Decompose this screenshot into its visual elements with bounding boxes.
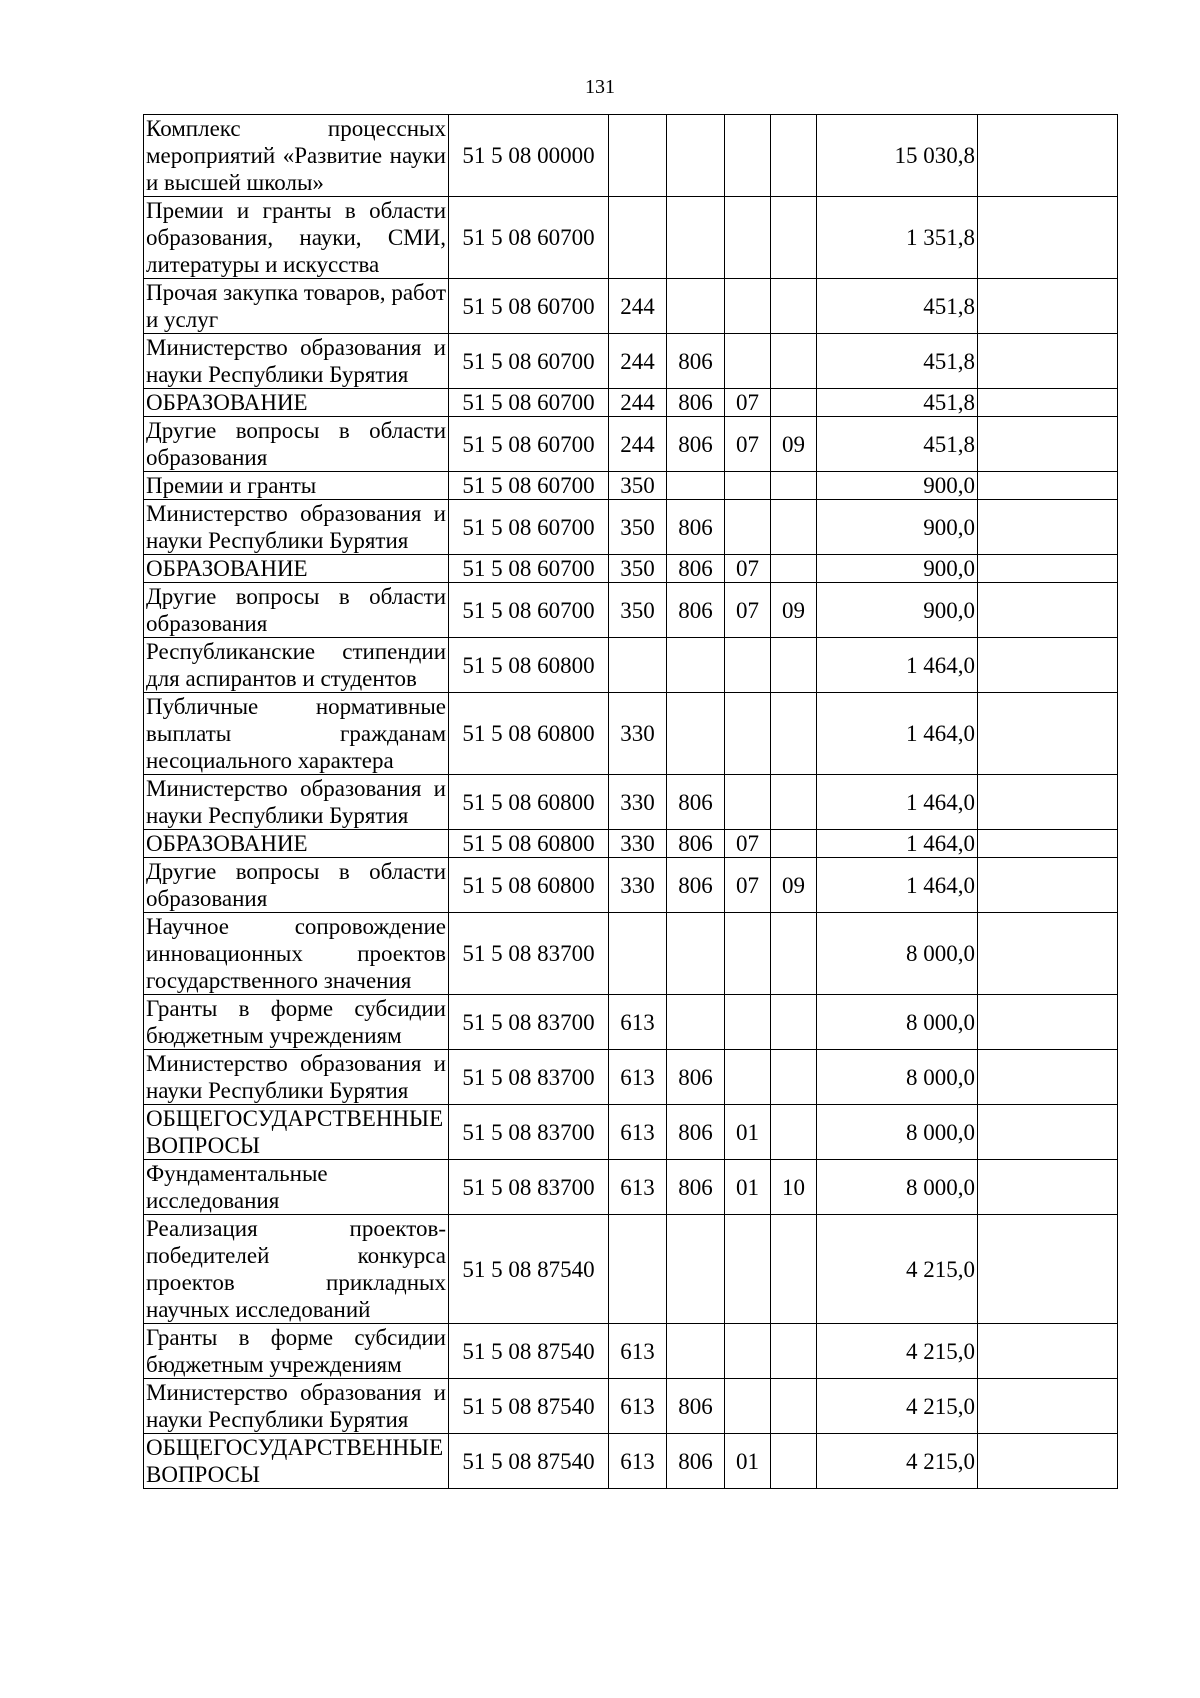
row-name-cell: Министерство образования и науки Республики Бурятия <box>144 775 449 830</box>
subsection-code-cell <box>771 500 817 555</box>
section-code-cell <box>725 638 771 693</box>
expense-type-cell: 244 <box>609 417 667 472</box>
extra-column-cell <box>978 858 1118 913</box>
table-row <box>144 334 1118 389</box>
extra-column-cell <box>978 830 1118 858</box>
ministry-code-cell: 806 <box>667 1160 725 1215</box>
extra-column-cell <box>978 693 1118 775</box>
table-row <box>144 913 1118 995</box>
section-code-cell <box>725 334 771 389</box>
row-name-cell: Другие вопросы в области образования <box>144 858 449 913</box>
budget-table <box>143 114 1118 1489</box>
amount-cell: 900,0 <box>817 500 978 555</box>
target-article-code-cell: 51 5 08 60700 <box>449 417 609 472</box>
ministry-code-cell <box>667 472 725 500</box>
section-code-cell: 07 <box>725 858 771 913</box>
row-name-cell: Министерство образования и науки Республики Бурятия <box>144 500 449 555</box>
table-row <box>144 1324 1118 1379</box>
table-row <box>144 858 1118 913</box>
ministry-code-cell: 806 <box>667 1434 725 1489</box>
table-row <box>144 830 1118 858</box>
subsection-code-cell <box>771 472 817 500</box>
ministry-code-cell: 806 <box>667 500 725 555</box>
table-row <box>144 1379 1118 1434</box>
section-code-cell <box>725 1215 771 1324</box>
row-name-cell: Гранты в форме субсидии бюджетным учреждениям <box>144 1324 449 1379</box>
target-article-code-cell: 51 5 08 60800 <box>449 638 609 693</box>
subsection-code-cell <box>771 830 817 858</box>
table-row <box>144 995 1118 1050</box>
row-name-cell: ОБЩЕГОСУДАРСТВЕННЫЕ ВОПРОСЫ <box>144 1434 449 1489</box>
amount-cell: 900,0 <box>817 472 978 500</box>
amount-cell: 8 000,0 <box>817 1105 978 1160</box>
target-article-code-cell: 51 5 08 87540 <box>449 1434 609 1489</box>
subsection-code-cell <box>771 334 817 389</box>
amount-cell: 900,0 <box>817 555 978 583</box>
target-article-code-cell: 51 5 08 60700 <box>449 472 609 500</box>
target-article-code-cell: 51 5 08 60700 <box>449 389 609 417</box>
ministry-code-cell: 806 <box>667 334 725 389</box>
expense-type-cell: 613 <box>609 1434 667 1489</box>
subsection-code-cell <box>771 775 817 830</box>
amount-cell: 4 215,0 <box>817 1434 978 1489</box>
target-article-code-cell: 51 5 08 87540 <box>449 1215 609 1324</box>
section-code-cell <box>725 1324 771 1379</box>
expense-type-cell <box>609 197 667 279</box>
table-row <box>144 583 1118 638</box>
section-code-cell <box>725 775 771 830</box>
row-name-cell: Премии и гранты <box>144 472 449 500</box>
row-name-cell: Публичные нормативные выплаты гражданам несоциального характера <box>144 693 449 775</box>
section-code-cell: 07 <box>725 555 771 583</box>
table-row <box>144 115 1118 197</box>
table-row <box>144 1160 1118 1215</box>
expense-type-cell: 613 <box>609 1160 667 1215</box>
section-code-cell: 01 <box>725 1160 771 1215</box>
amount-cell: 8 000,0 <box>817 913 978 995</box>
row-name-cell: Премии и гранты в области образования, науки, СМИ, литературы и искусства <box>144 197 449 279</box>
section-code-cell <box>725 1050 771 1105</box>
subsection-code-cell: 10 <box>771 1160 817 1215</box>
subsection-code-cell <box>771 389 817 417</box>
ministry-code-cell <box>667 1215 725 1324</box>
extra-column-cell <box>978 472 1118 500</box>
row-name-cell: Реализация проектов-победителей конкурса проектов прикладных научных исследований <box>144 1215 449 1324</box>
extra-column-cell <box>978 995 1118 1050</box>
extra-column-cell <box>978 583 1118 638</box>
amount-cell: 1 351,8 <box>817 197 978 279</box>
expense-type-cell: 330 <box>609 858 667 913</box>
target-article-code-cell: 51 5 08 60800 <box>449 693 609 775</box>
section-code-cell: 07 <box>725 830 771 858</box>
subsection-code-cell <box>771 279 817 334</box>
amount-cell: 451,8 <box>817 334 978 389</box>
row-name-cell: Министерство образования и науки Республики Бурятия <box>144 1050 449 1105</box>
row-name-cell: Республиканские стипендии для аспирантов и студентов <box>144 638 449 693</box>
expense-type-cell: 350 <box>609 500 667 555</box>
section-code-cell <box>725 115 771 197</box>
section-code-cell: 07 <box>725 417 771 472</box>
target-article-code-cell: 51 5 08 87540 <box>449 1324 609 1379</box>
subsection-code-cell <box>771 693 817 775</box>
target-article-code-cell: 51 5 08 60700 <box>449 555 609 583</box>
amount-cell: 1 464,0 <box>817 775 978 830</box>
table-row <box>144 1434 1118 1489</box>
extra-column-cell <box>978 1105 1118 1160</box>
ministry-code-cell <box>667 638 725 693</box>
ministry-code-cell <box>667 995 725 1050</box>
table-row <box>144 197 1118 279</box>
table-row <box>144 555 1118 583</box>
ministry-code-cell: 806 <box>667 1379 725 1434</box>
target-article-code-cell: 51 5 08 83700 <box>449 913 609 995</box>
row-name-cell: ОБЩЕГОСУДАРСТВЕННЫЕ ВОПРОСЫ <box>144 1105 449 1160</box>
expense-type-cell: 613 <box>609 1050 667 1105</box>
amount-cell: 4 215,0 <box>817 1215 978 1324</box>
table-row <box>144 417 1118 472</box>
row-name-cell: Научное сопровождение инновационных проектов государственного значения <box>144 913 449 995</box>
amount-cell: 8 000,0 <box>817 995 978 1050</box>
section-code-cell: 07 <box>725 389 771 417</box>
target-article-code-cell: 51 5 08 83700 <box>449 1050 609 1105</box>
section-code-cell <box>725 913 771 995</box>
row-name-cell: Фундаментальные исследования <box>144 1160 449 1215</box>
extra-column-cell <box>978 1160 1118 1215</box>
ministry-code-cell <box>667 115 725 197</box>
expense-type-cell: 330 <box>609 830 667 858</box>
expense-type-cell: 330 <box>609 775 667 830</box>
section-code-cell <box>725 1379 771 1434</box>
target-article-code-cell: 51 5 08 60800 <box>449 858 609 913</box>
ministry-code-cell: 806 <box>667 830 725 858</box>
subsection-code-cell: 09 <box>771 858 817 913</box>
subsection-code-cell <box>771 1050 817 1105</box>
table-row <box>144 1050 1118 1105</box>
row-name-cell: Министерство образования и науки Республики Бурятия <box>144 334 449 389</box>
expense-type-cell: 244 <box>609 334 667 389</box>
subsection-code-cell <box>771 913 817 995</box>
expense-type-cell: 350 <box>609 472 667 500</box>
target-article-code-cell: 51 5 08 60700 <box>449 197 609 279</box>
section-code-cell: 01 <box>725 1434 771 1489</box>
target-article-code-cell: 51 5 08 60700 <box>449 583 609 638</box>
ministry-code-cell <box>667 693 725 775</box>
expense-type-cell: 330 <box>609 693 667 775</box>
extra-column-cell <box>978 417 1118 472</box>
budget-table-body <box>144 115 1118 1489</box>
amount-cell: 1 464,0 <box>817 638 978 693</box>
section-code-cell: 01 <box>725 1105 771 1160</box>
table-row <box>144 472 1118 500</box>
amount-cell: 4 215,0 <box>817 1379 978 1434</box>
expense-type-cell <box>609 1215 667 1324</box>
extra-column-cell <box>978 1215 1118 1324</box>
extra-column-cell <box>978 1324 1118 1379</box>
extra-column-cell <box>978 279 1118 334</box>
expense-type-cell <box>609 115 667 197</box>
amount-cell: 451,8 <box>817 389 978 417</box>
row-name-cell: Министерство образования и науки Республики Бурятия <box>144 1379 449 1434</box>
extra-column-cell <box>978 115 1118 197</box>
target-article-code-cell: 51 5 08 60800 <box>449 775 609 830</box>
extra-column-cell <box>978 775 1118 830</box>
expense-type-cell: 350 <box>609 555 667 583</box>
extra-column-cell <box>978 555 1118 583</box>
ministry-code-cell: 806 <box>667 775 725 830</box>
subsection-code-cell <box>771 555 817 583</box>
target-article-code-cell: 51 5 08 87540 <box>449 1379 609 1434</box>
subsection-code-cell <box>771 1324 817 1379</box>
table-row <box>144 693 1118 775</box>
extra-column-cell <box>978 197 1118 279</box>
amount-cell: 1 464,0 <box>817 858 978 913</box>
subsection-code-cell: 09 <box>771 583 817 638</box>
amount-cell: 900,0 <box>817 583 978 638</box>
target-article-code-cell: 51 5 08 60700 <box>449 334 609 389</box>
ministry-code-cell <box>667 197 725 279</box>
row-name-cell: ОБРАЗОВАНИЕ <box>144 389 449 417</box>
subsection-code-cell <box>771 115 817 197</box>
row-name-cell: ОБРАЗОВАНИЕ <box>144 830 449 858</box>
amount-cell: 451,8 <box>817 417 978 472</box>
table-row <box>144 500 1118 555</box>
subsection-code-cell <box>771 1215 817 1324</box>
amount-cell: 15 030,8 <box>817 115 978 197</box>
ministry-code-cell <box>667 913 725 995</box>
section-code-cell <box>725 995 771 1050</box>
expense-type-cell: 244 <box>609 389 667 417</box>
ministry-code-cell <box>667 1324 725 1379</box>
ministry-code-cell: 806 <box>667 417 725 472</box>
subsection-code-cell <box>771 995 817 1050</box>
target-article-code-cell: 51 5 08 60700 <box>449 500 609 555</box>
target-article-code-cell: 51 5 08 83700 <box>449 995 609 1050</box>
section-code-cell <box>725 500 771 555</box>
target-article-code-cell: 51 5 08 60700 <box>449 279 609 334</box>
table-row <box>144 389 1118 417</box>
amount-cell: 4 215,0 <box>817 1324 978 1379</box>
extra-column-cell <box>978 389 1118 417</box>
amount-cell: 451,8 <box>817 279 978 334</box>
amount-cell: 8 000,0 <box>817 1160 978 1215</box>
amount-cell: 8 000,0 <box>817 1050 978 1105</box>
ministry-code-cell: 806 <box>667 555 725 583</box>
extra-column-cell <box>978 500 1118 555</box>
section-code-cell <box>725 693 771 775</box>
extra-column-cell <box>978 1379 1118 1434</box>
row-name-cell: ОБРАЗОВАНИЕ <box>144 555 449 583</box>
table-row <box>144 279 1118 334</box>
section-code-cell <box>725 197 771 279</box>
section-code-cell <box>725 472 771 500</box>
row-name-cell: Комплекс процессных мероприятий «Развитие науки и высшей школы» <box>144 115 449 197</box>
page-number: 131 <box>585 76 615 98</box>
extra-column-cell <box>978 334 1118 389</box>
expense-type-cell <box>609 638 667 693</box>
expense-type-cell: 613 <box>609 1324 667 1379</box>
expense-type-cell: 350 <box>609 583 667 638</box>
table-row <box>144 1215 1118 1324</box>
ministry-code-cell: 806 <box>667 389 725 417</box>
extra-column-cell <box>978 1434 1118 1489</box>
table-row <box>144 1105 1118 1160</box>
extra-column-cell <box>978 913 1118 995</box>
row-name-cell: Прочая закупка товаров, работ и услуг <box>144 279 449 334</box>
row-name-cell: Другие вопросы в области образования <box>144 583 449 638</box>
target-article-code-cell: 51 5 08 60800 <box>449 830 609 858</box>
amount-cell: 1 464,0 <box>817 693 978 775</box>
expense-type-cell: 613 <box>609 1379 667 1434</box>
subsection-code-cell: 09 <box>771 417 817 472</box>
section-code-cell: 07 <box>725 583 771 638</box>
subsection-code-cell <box>771 1434 817 1489</box>
ministry-code-cell: 806 <box>667 858 725 913</box>
row-name-cell: Другие вопросы в области образования <box>144 417 449 472</box>
table-row <box>144 638 1118 693</box>
amount-cell: 1 464,0 <box>817 830 978 858</box>
ministry-code-cell: 806 <box>667 1105 725 1160</box>
subsection-code-cell <box>771 197 817 279</box>
target-article-code-cell: 51 5 08 00000 <box>449 115 609 197</box>
ministry-code-cell: 806 <box>667 1050 725 1105</box>
subsection-code-cell <box>771 1379 817 1434</box>
expense-type-cell: 244 <box>609 279 667 334</box>
extra-column-cell <box>978 1050 1118 1105</box>
expense-type-cell <box>609 913 667 995</box>
expense-type-cell: 613 <box>609 995 667 1050</box>
section-code-cell <box>725 279 771 334</box>
ministry-code-cell: 806 <box>667 583 725 638</box>
extra-column-cell <box>978 638 1118 693</box>
ministry-code-cell <box>667 279 725 334</box>
target-article-code-cell: 51 5 08 83700 <box>449 1160 609 1215</box>
expense-type-cell: 613 <box>609 1105 667 1160</box>
subsection-code-cell <box>771 638 817 693</box>
row-name-cell: Гранты в форме субсидии бюджетным учреждениям <box>144 995 449 1050</box>
table-row <box>144 775 1118 830</box>
subsection-code-cell <box>771 1105 817 1160</box>
target-article-code-cell: 51 5 08 83700 <box>449 1105 609 1160</box>
